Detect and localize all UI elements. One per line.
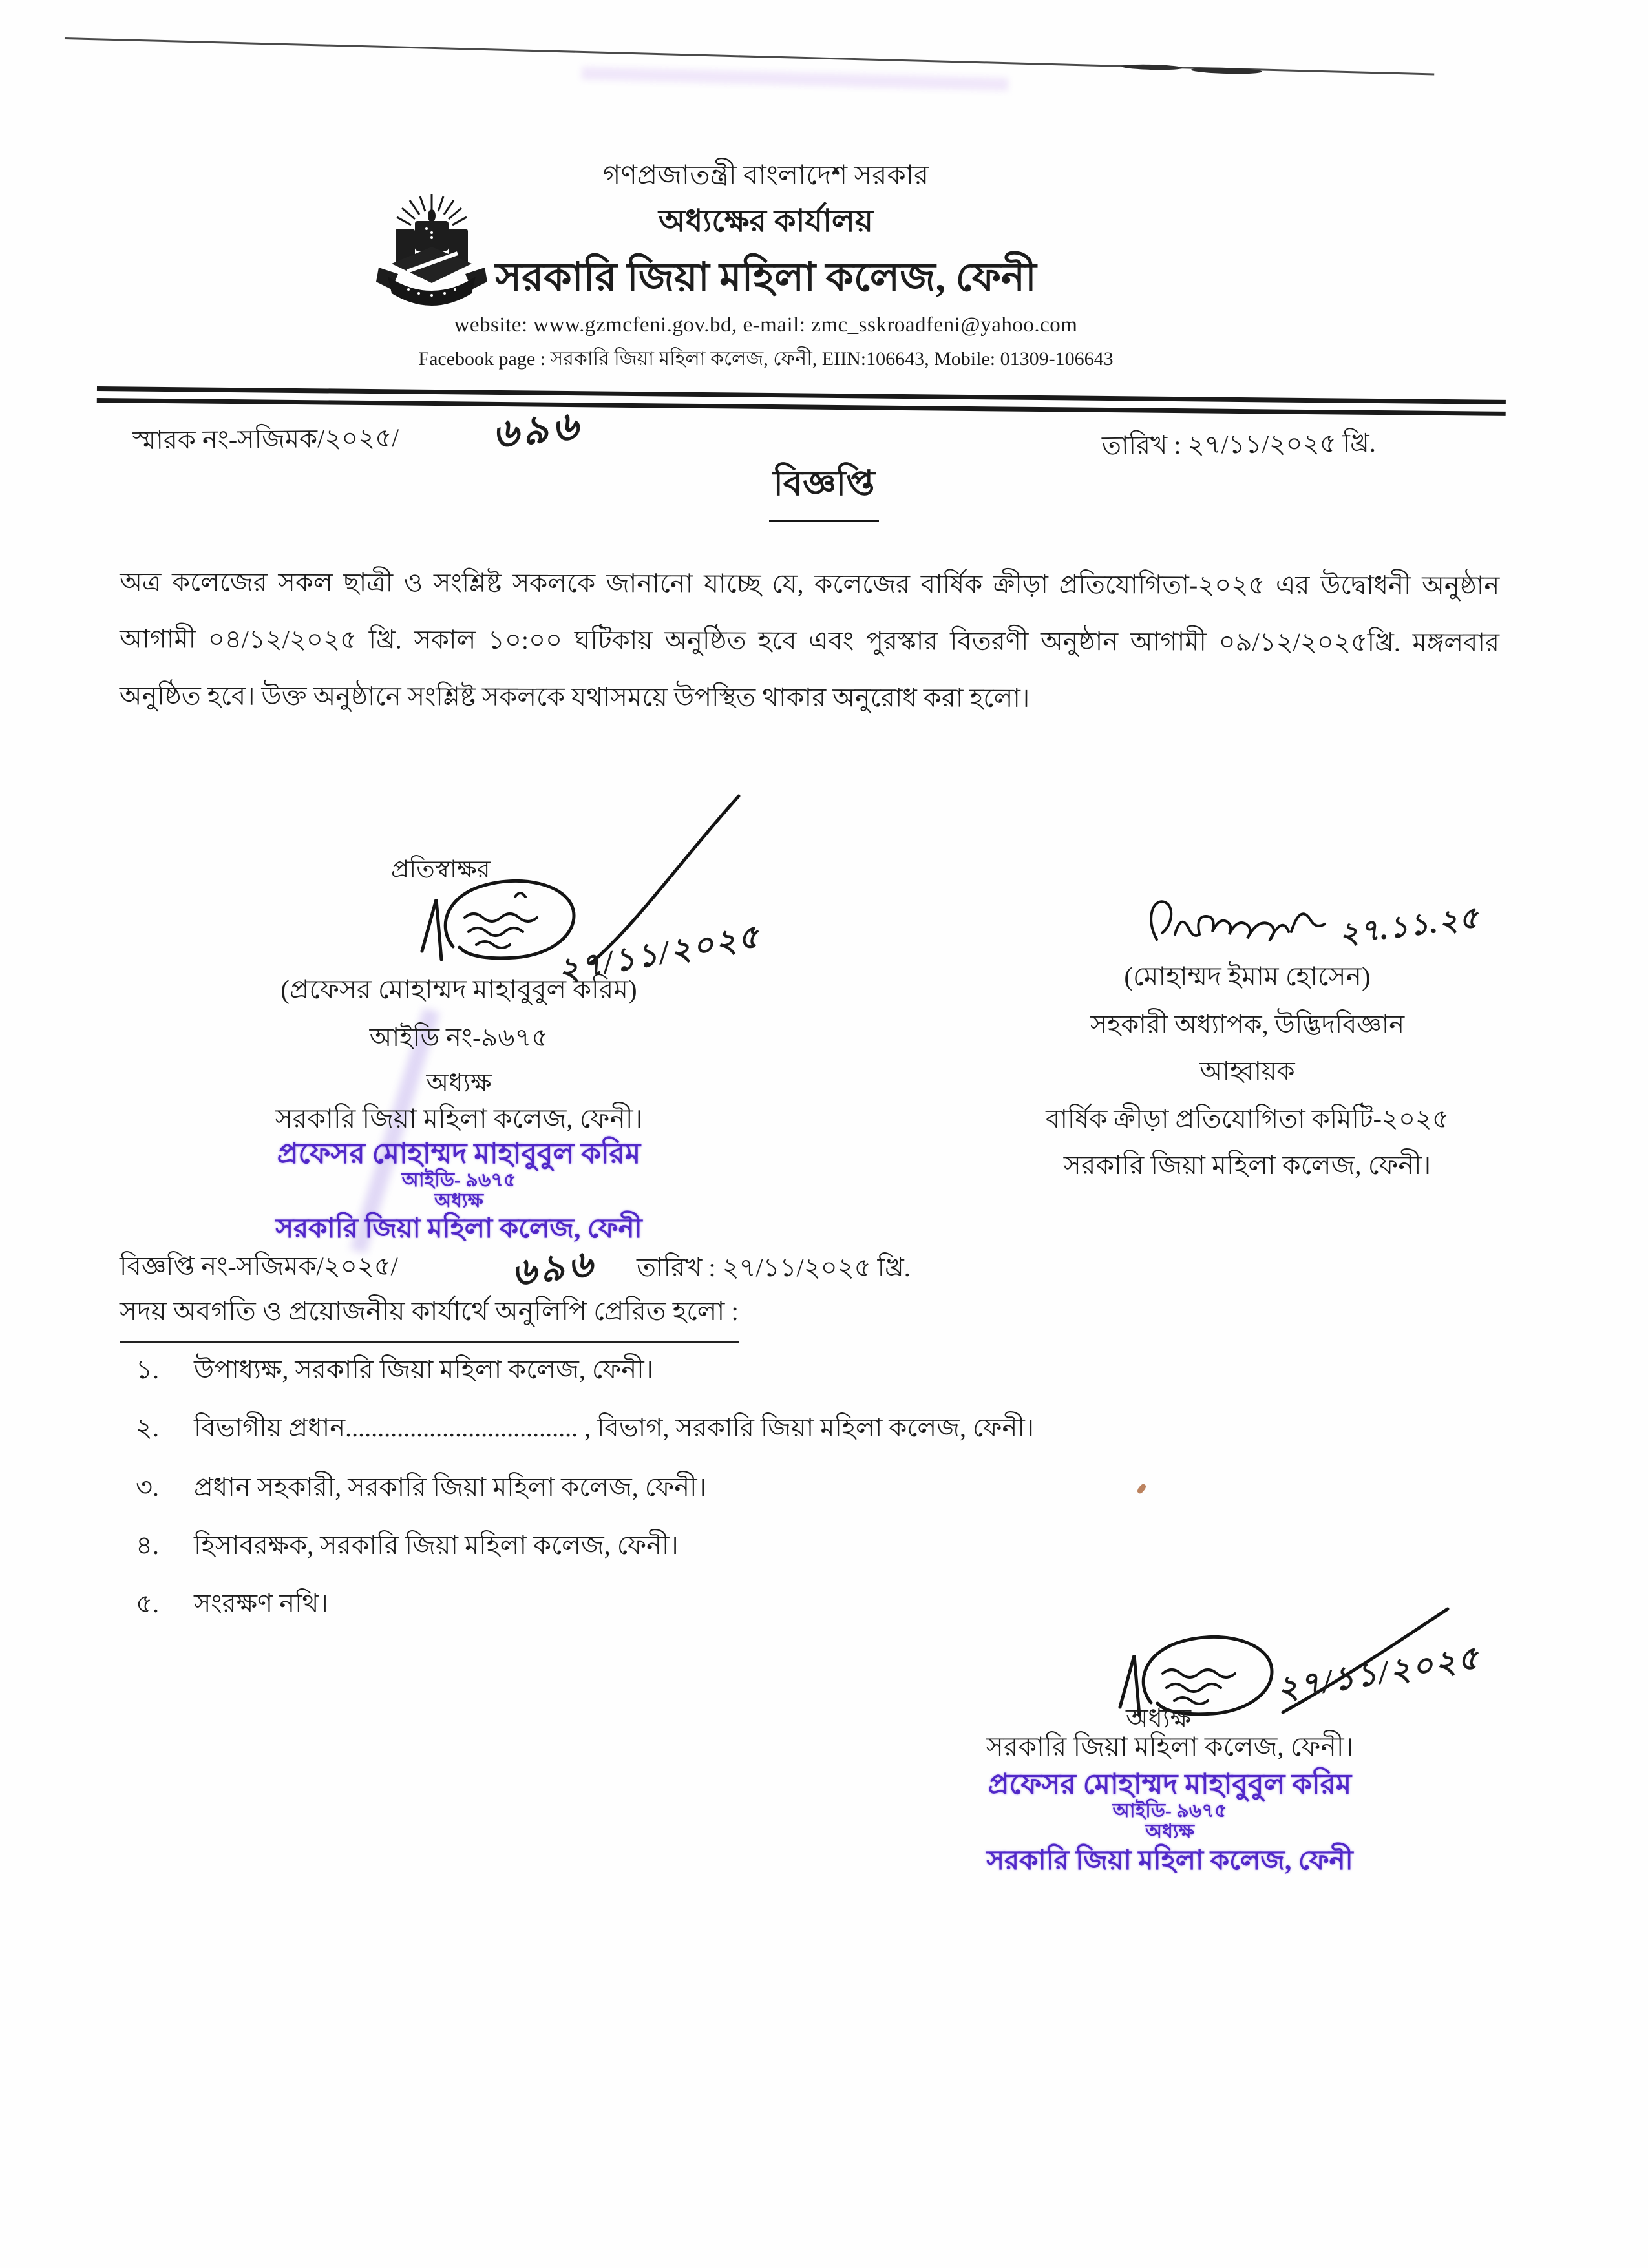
convener-role: আহ্বায়ক [1199,1056,1295,1086]
convener-designation: সহকারী অধ্যাপক, উদ্ভিদবিজ্ঞান [1090,1010,1405,1039]
memo-date: তারিখ : ২৭/১১/২০২৫ খ্রি. [1101,428,1376,461]
countersign-id: আইডি নং-৯৬৭৫ [369,1023,549,1052]
website-email-line: website: www.gzmcfeni.gov.bd, e-mail: zmc_sskroadfeni@yahoo.com [454,313,1078,337]
list-item: সংরক্ষণ নথি। [194,1589,328,1618]
notice-body: অত্র কলেজের সকল ছাত্রী ও সংশ্লিষ্ট সকলকে জানানো যাচ্ছে যে, কলেজের বার্ষিক ক্রীড়া প্রতিযোগিতা-২০২৫ এর উদ্বোধনী অনুষ্ঠান আগামী ০৪/১২/২০২৫ খ্রি. সকাল ১০:০০ ঘটিকায় অনুষ্ঠিত হবে এবং পুরস্কার বিতরণী অনুষ্ঠান আগামী ০৯/১২/২০২৫খ্রি. মঙ্গলবার অনুষ্ঠিত হবে। উক্ত অনুষ্ঠানে সংশ্লিষ্ট সকলকে যথাসময়ে উপস্থিত থাকার অনুরোধ করা হলো। [119,567,1500,713]
list-item-number: ২. [136,1413,160,1442]
principal-stamp-name: প্রফেসর মোহাম্মদ মাহাবুবুল করিম [988,1769,1352,1800]
distribution-heading: সদয় অবগতি ও প্রয়োজনীয় কার্যার্থে অনুলিপি প্রেরিত হলো : [120,1291,739,1343]
college-name: সরকারি জিয়া মহিলা কলেজ, ফেনী [495,256,1037,300]
office-line: অধ্যক্ষের কার্যালয় [658,204,874,238]
list-item-number: ৫. [136,1589,159,1618]
principal-countersignature-date: ২৭/১১/২০২৫ [555,917,764,989]
convener-college: সরকারি জিয়া মহিলা কলেজ, ফেনী। [1063,1150,1431,1180]
list-item-number: ৩. [136,1473,160,1502]
memo-number-handwritten: ৬৯৬ [490,403,584,457]
list-item: হিসাবরক্ষক, সরকারি জিয়া মহিলা কলেজ, ফেনী। [194,1531,679,1560]
list-item: বিভাগীয় প্রধান.................................... , বিভাগ, সরকারি জিয়া মহিলা কলেজ, ফেনী। [194,1413,1035,1442]
notice-ref-date: তারিখ : ২৭/১১/২০২৫ খ্রি. [637,1253,911,1282]
principal-signature-date: ২৭/১১/২০২৫ [1274,1639,1483,1707]
list-item: উপাধ্যক্ষ, সরকারি জিয়া মহিলা কলেজ, ফেনী। [194,1355,653,1384]
scan-smudge [582,67,1008,90]
list-item-number: ৪. [136,1531,159,1560]
countersign-name: (প্রফেসর মোহাম্মদ মাহাবুবুল করিম) [280,974,637,1004]
facebook-eiin-mobile-line: Facebook page : সরকারি জিয়া মহিলা কলেজ, ফেনী, EIIN:106643, Mobile: 01309-106643 [418,348,1114,370]
principal-stamp-name: প্রফেসর মোহাম্মদ মাহাবুবুল করিম [277,1138,641,1170]
convener-name: (মোহাম্মদ ইমাম হোসেন) [1124,961,1371,991]
memo-number-label: স্মারক নং-সজিমক/২০২৫/ [132,423,399,456]
notice-title-row [0,456,1648,522]
principal-stamp-college: সরকারি জিয়া মহিলা কলেজ, ফেনী [986,1846,1353,1876]
principal-college: সরকারি জিয়া মহিলা কলেজ, ফেনী। [986,1732,1354,1761]
list-item: প্রধান সহকারী, সরকারি জিয়া মহিলা কলেজ, ফেনী। [194,1473,706,1502]
principal-stamp-designation: অধ্যক্ষ [1145,1821,1194,1842]
countersign-label: প্রতিস্বাক্ষর [391,856,491,883]
notice-ref-handwritten: ৬৯৬ [509,1242,599,1294]
notice-ref-label: বিজ্ঞপ্তি নং-সজিমক/২০২৫/ [120,1252,398,1281]
scan-blob [1121,64,1183,70]
principal-stamp-id: আইডি- ৯৬৭৫ [1112,1800,1227,1822]
list-item-number: ১. [136,1355,159,1384]
principal-designation: অধ্যক্ষ [1126,1704,1192,1733]
notice-title: বিজ্ঞপ্তি [769,456,878,522]
convener-signature-icon [1139,880,1352,964]
convener-signature-date: ২৭.১১.২৫ [1337,900,1482,951]
principal-stamp-college: সরকারি জিয়া মহিলা কলেজ, ফেনী [275,1214,642,1244]
college-crest-icon [370,191,494,313]
convener-committee: বার্ষিক ক্রীড়া প্রতিযোগিতা কমিটি-২০২৫ [1046,1104,1449,1133]
countersign-college: সরকারি জিয়া মহিলা কলেজ, ফেনী। [275,1104,643,1133]
principal-stamp-designation: অধ্যক্ষ [434,1190,483,1212]
header-divider [97,386,1506,416]
countersign-designation: অধ্যক্ষ [426,1068,492,1097]
government-line: গণপ্রজাতন্ত্রী বাংলাদেশ সরকার [602,161,929,191]
principal-stamp-id: আইডি- ৯৬৭৫ [401,1170,516,1191]
